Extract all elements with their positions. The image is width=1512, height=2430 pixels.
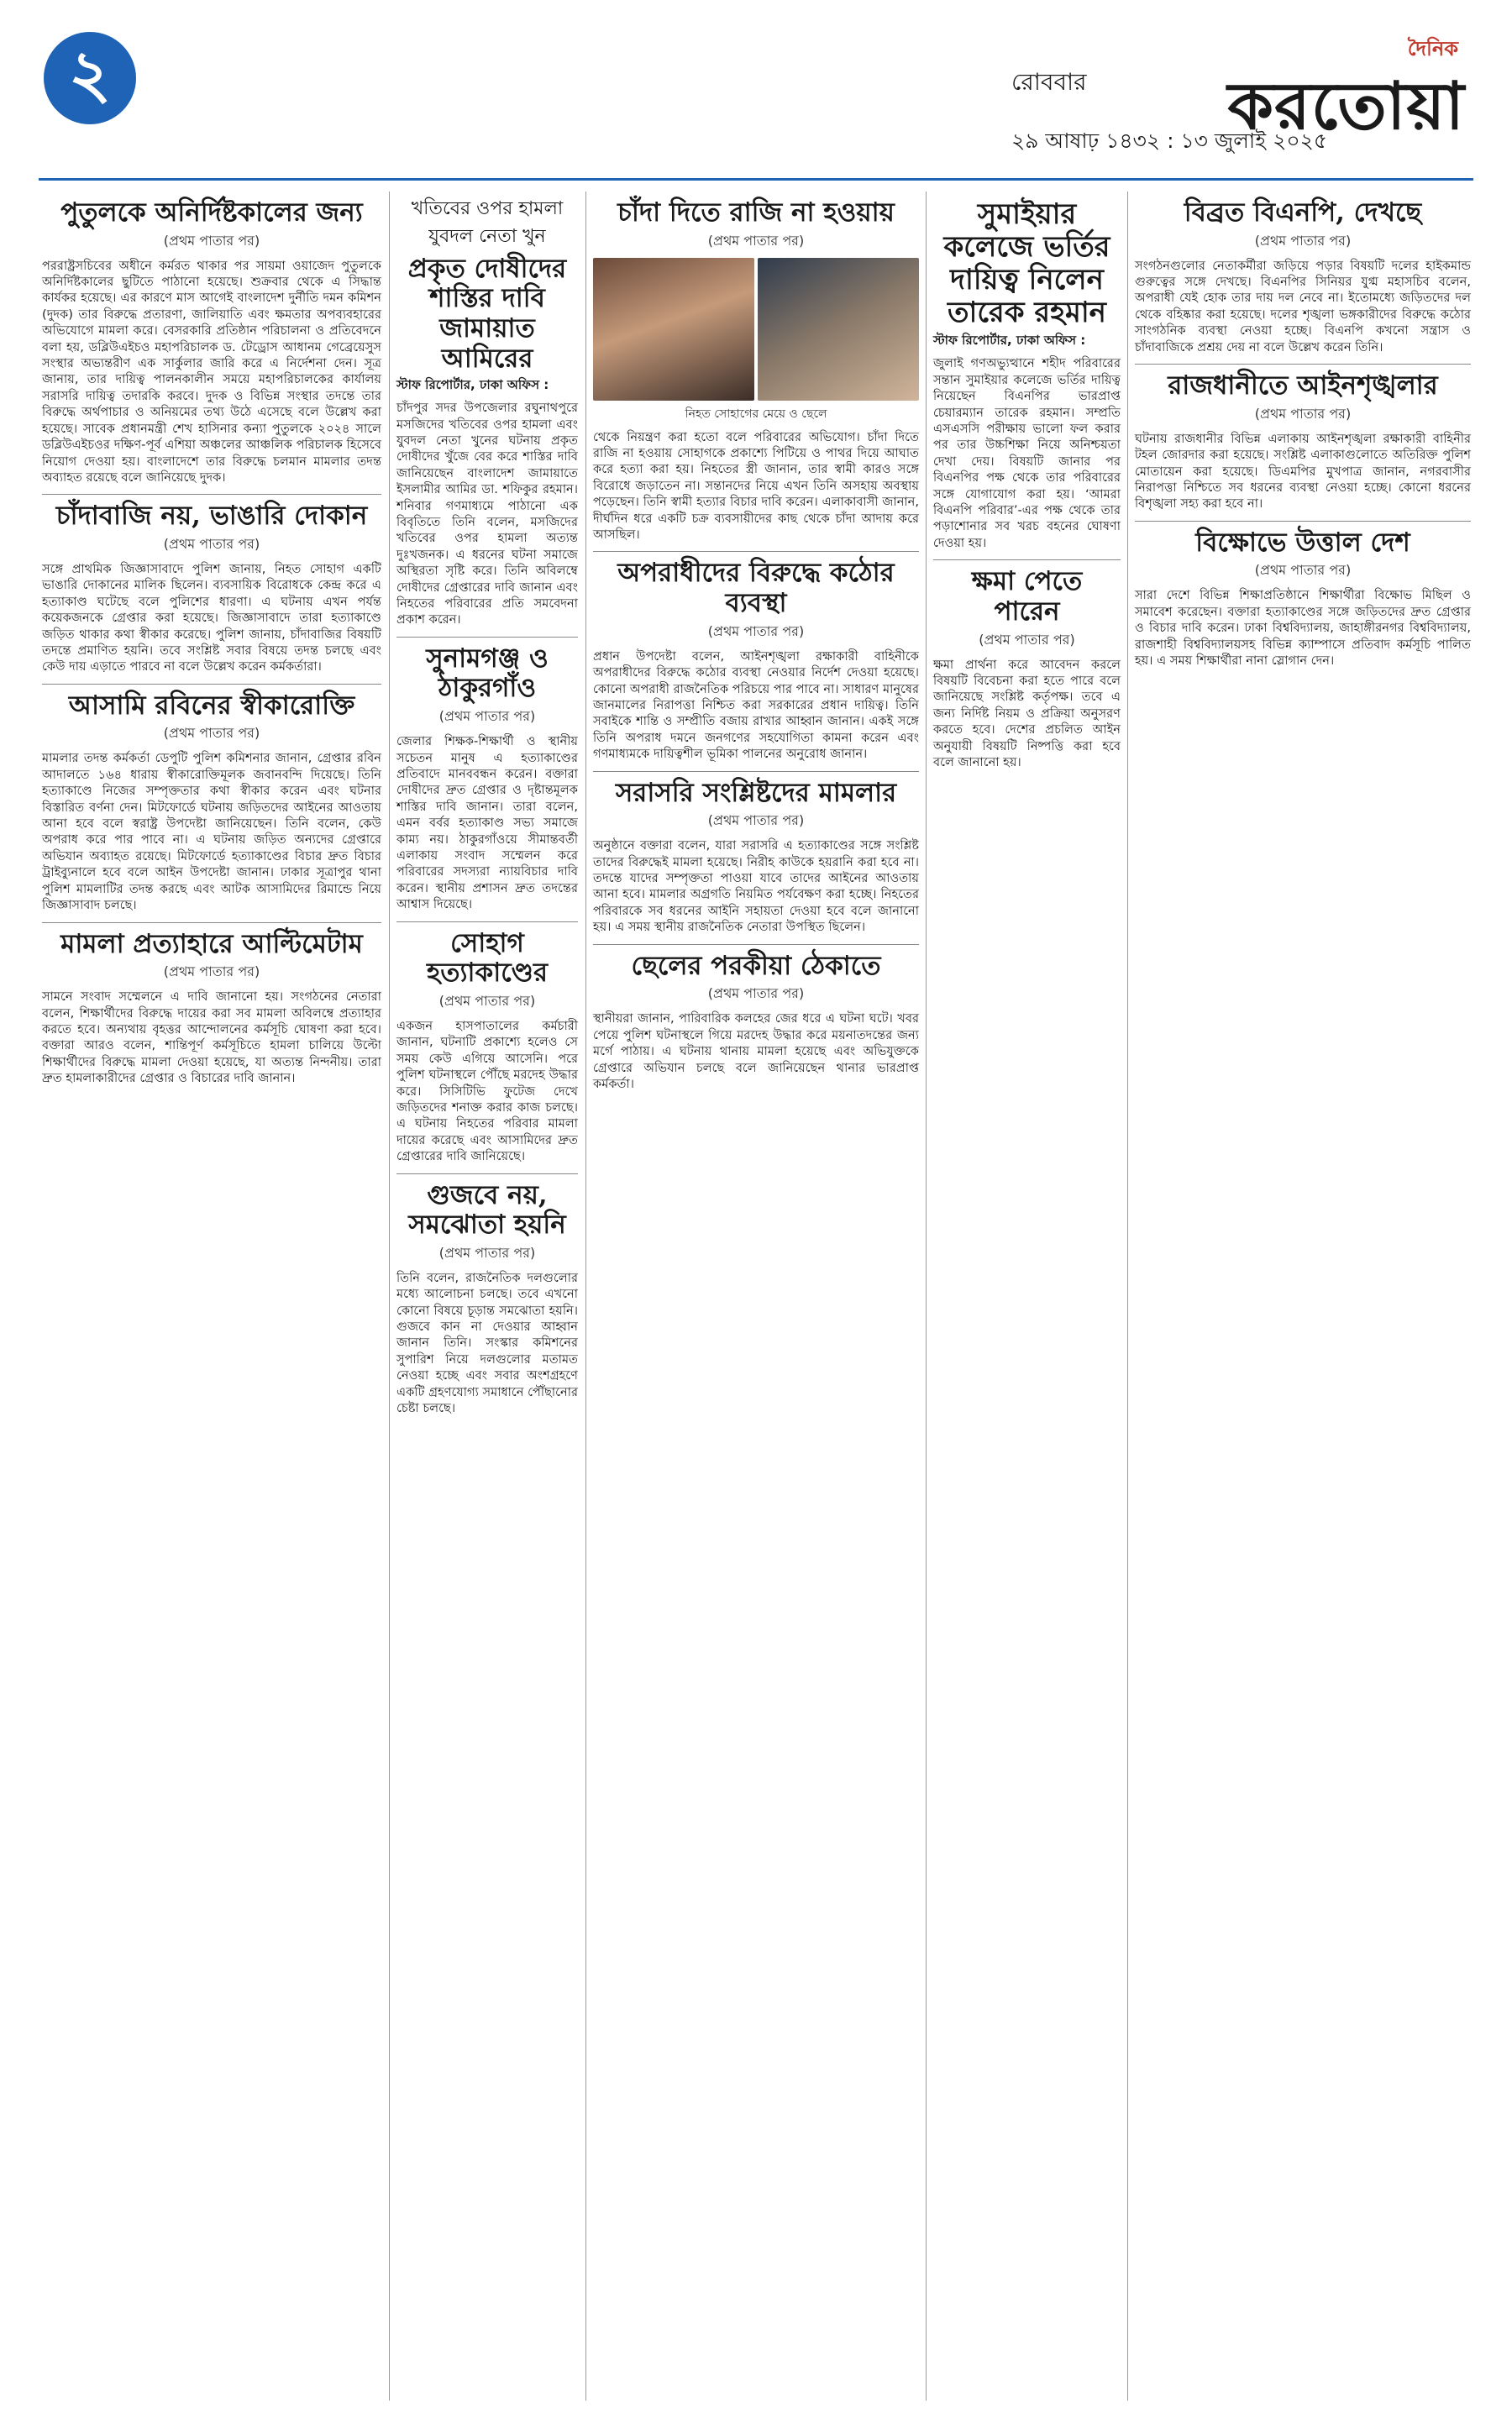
story-body: সঙ্গে প্রাথমিক জিজ্ঞাসাবাদে পুলিশ জানায়, নিহত সোহাগ একটি ভাঙারি দোকানের মালিক ছিলেন। ব্যবসায়িক বিরোধকে কেন্দ্র করে এ হত্যাকাণ্ড ঘটেছে বলে পুলিশের ধারণা। এ ঘটনায় এখন পর্যন্ত কয়েকজনকে গ্রেপ্তার করা হয়েছে। জিজ্ঞাসাবাদে তারা হত্যাকাণ্ডে জড়িত থাকার কথা স্বীকার করেছে। পুলিশ জানায়, চাঁদাবাজির বিষয়টি তদন্তে প্রমাণিত হয়নি। তবে সংশ্লিষ্ট সবার বিষয়ে তদন্ত চলছে এবং কেউ দায় এড়াতে পারবে না বলে উল্লেখ করেন কর্মকর্তারা। xyxy=(42,561,381,674)
column-1 xyxy=(42,192,381,1092)
column-5 xyxy=(1135,192,1471,674)
story-body: ক্ষমা প্রার্থনা করে আবেদন করলে বিষয়টি বিবেচনা করা হতে পারে বলে জানিয়েছে সংশ্লিষ্ট কর্তৃপক্ষ। তবে এ জন্য নির্দিষ্ট নিয়ম ও প্রক্রিয়া অনুসরণ করতে হবে। দেশের প্রচলিত আইন অনুযায়ী বিষয়টি নিষ্পত্তি করা হবে বলে জানানো হয়। xyxy=(933,657,1121,769)
continued-label: (প্রথম পাতার পর) xyxy=(163,963,260,980)
headline: ক্ষমা পেতে পারেন xyxy=(971,566,1083,627)
byline: স্টাফ রিপোর্টার, ঢাকা অফিস : xyxy=(933,333,1086,349)
news-photo xyxy=(593,258,919,401)
story-body: প্রধান উপদেষ্টা বলেন, আইনশৃঙ্খলা রক্ষাকারী বাহিনীকে অপরাধীদের বিরুদ্ধে কঠোর ব্যবস্থা নেওয়ার নির্দেশ দেওয়া হয়েছে। কোনো অপরাধী রাজনৈতিক পরিচয়ে পার পাবে না। সাধারণ মানুষের জানমালের নিরাপত্তা নিশ্চিত করা সরকারের প্রধান দায়িত্ব। তিনি সবাইকে শান্তি ও সম্প্রীতি বজায় রাখার আহ্বান জানান। একই সঙ্গে তিনি অপরাধ দমনে জনগণের সহযোগিতা কামনা করেন এবং গণমাধ্যমকে দায়িত্বশীল ভূমিকা পালনের অনুরোধ জানান। xyxy=(593,648,919,762)
page-header xyxy=(0,0,1512,189)
column-rule xyxy=(1127,192,1128,2401)
continued-label: (প্রথম পাতার পর) xyxy=(1254,405,1352,422)
continued-label: (প্রথম পাতার পর) xyxy=(163,725,260,742)
story-body: তিনি বলেন, রাজনৈতিক দলগুলোর মধ্যে আলোচনা চলছে। তবে এখনো কোনো বিষয়ে চূড়ান্ত সমঝোতা হয়নি। গুজবে কান না দেওয়ার আহ্বান জানান তিনি। সংস্কার কমিশনের সুপারিশ নিয়ে দলগুলোর মতামত নেওয়া হচ্ছে এবং সবার অংশগ্রহণে একটি গ্রহণযোগ্য সমাধানে পৌঁছানোর চেষ্টা চলছে। xyxy=(396,1270,578,1416)
masthead-logo: করতোয়া xyxy=(1227,68,1465,144)
story xyxy=(396,198,578,628)
headline: চাঁদাবাজি নয়, ভাঙারি দোকান xyxy=(55,501,368,532)
headline: অপরাধীদের বিরুদ্ধে কঠোর ব্যবস্থা xyxy=(617,558,895,619)
story xyxy=(593,952,919,1093)
kicker: যুবদল নেতা খুন xyxy=(428,226,546,248)
headline: গুজবে নয়, সমঝোতা হয়নি xyxy=(408,1179,566,1241)
story-body: জেলার শিক্ষক-শিক্ষার্থী ও স্থানীয় সচেতন মানুষ এ হত্যাকাণ্ডের প্রতিবাদে মানববন্ধন করেন। বক্তারা দোষীদের দ্রুত গ্রেপ্তার ও দৃষ্টান্তমূলক শাস্তির দাবি জানান। তারা বলেন, এমন বর্বর হত্যাকাণ্ড সভ্য সমাজে কাম্য নয়। ঠাকুরগাঁওয়ে সীমান্তবর্তী এলাকায় সংবাদ সম্মেলন করে পরিবারের সদস্যরা ন্যায়বিচার দাবি করেন। স্থানীয় প্রশাসন দ্রুত তদন্তের আশ্বাস দিয়েছে। xyxy=(396,734,578,912)
photo-caption: নিহত সোহাগের মেয়ে ও ছেলে xyxy=(685,407,827,421)
headline: সুনামগঞ্জ ও ঠাকুরগাঁও xyxy=(426,643,549,704)
story-body: জুলাই গণঅভ্যুত্থানে শহীদ পরিবারের সন্তান সুমাইয়ার কলেজে ভর্তির দায়িত্ব নিয়েছেন বিএনপির ভারপ্রাপ্ত চেয়ারম্যান তারেক রহমান। সম্প্রতি এসএসসি পরীক্ষায় ভালো ফল করার পর তার উচ্চশিক্ষা নিয়ে অনিশ্চয়তা দেখা দেয়। বিষয়টি জানার পর বিএনপির পক্ষ থেকে তার পরিবারের সঙ্গে যোগাযোগ করা হয়। ‘আমরা বিএনপি পরিবার’-এর পক্ষ থেকে তার পড়াশোনার সব খরচ বহনের ঘোষণা দেওয়া হয়। xyxy=(933,356,1121,550)
byline: স্টাফ রিপোর্টার, ঢাকা অফিস : xyxy=(396,377,549,393)
story-body: সংগঠনগুলোর নেতাকর্মীরা জড়িয়ে পড়ার বিষয়টি দলের হাইকমান্ড গুরুত্বের সঙ্গে দেখছে। বিএনপির সিনিয়র যুগ্ম মহাসচিব বলেন, অপরাধী যেই হোক তার দায় দল নেবে না। ইতোমধ্যে জড়িতদের দল থেকে বহিষ্কার করা হয়েছে। দলের শৃঙ্খলা ভঙ্গকারীদের বিরুদ্ধে কঠোর সাংগঠনিক ব্যবস্থা নেওয়া হচ্ছে। বিএনপি কখনো সন্ত্রাস ও চাঁদাবাজিকে প্রশ্রয় দেয় না বলে উল্লেখ করেন তিনি। xyxy=(1135,258,1471,354)
masthead-prefix: দৈনিক xyxy=(1407,37,1458,60)
date-label: ২৯ আষাঢ় ১৪৩২ : ১৩ জুলাই ২০২৫ xyxy=(1011,129,1328,153)
story-body: চাঁদপুর সদর উপজেলার রঘুনাথপুরে মসজিদের খতিবের ওপর হামলা এবং যুবদল নেতা খুনের ঘটনায় প্রকৃত দোষীদের খুঁজে বের করে শাস্তির দাবি জানিয়েছেন বাংলাদেশ জামায়াতে ইসলামীর আমির ডা. শফিকুর রহমান। শনিবার গণমাধ্যমে পাঠানো এক বিবৃতিতে তিনি বলেন, মসজিদের খতিবের ওপর হামলা অত্যন্ত দুঃখজনক। এ ধরনের ঘটনা সমাজে অস্থিরতা সৃষ্টি করে। তিনি অবিলম্বে দোষীদের গ্রেপ্তারের দাবি জানান এবং নিহতের পরিবারের প্রতি সমবেদনা প্রকাশ করেন। xyxy=(396,401,578,627)
headline: সোহাগ হত্যাকাণ্ডের xyxy=(427,927,548,989)
story-body: মামলার তদন্ত কর্মকর্তা ডেপুটি পুলিশ কমিশনার জানান, গ্রেপ্তার রবিন আদালতে ১৬৪ ধারায় স্বীকারোক্তিমূলক জবানবন্দি দিয়েছে। তিনি হত্যাকাণ্ডে নিজের সম্পৃক্ততার কথা স্বীকার করেন এবং ঘটনার বিস্তারিত বর্ণনা দেন। মিটফোর্ডে ঘটনায় জড়িতদের আইনের আওতায় আনা হবে বলে স্বরাষ্ট্র উপদেষ্টা জানিয়েছেন। তিনি বলেন, কেউ অপরাধ করে পার পাবে না। এ ঘটনায় জড়িত অন্যদের গ্রেপ্তারে অভিযান অব্যাহত রয়েছে। মিটফোর্ডে হত্যাকাণ্ডের বিচার দ্রুত বিচার ট্রাইব্যুনালে হবে বলে আইন উপদেষ্টা জানান। ঢাকার সূত্রাপুর থানা পুলিশ মামলাটির তদন্ত করছে এবং আটক আসামিদের রিমান্ডে নিয়ে জিজ্ঞাসাবাদ চলছে। xyxy=(42,751,381,913)
story xyxy=(933,567,1121,770)
continued-label: (প্রথম পাতার পর) xyxy=(707,985,805,1002)
divider xyxy=(42,684,381,685)
story xyxy=(593,559,919,762)
headline: পুতুলকে অনির্দিষ্টকালের জন্য xyxy=(60,197,363,228)
headline: সরাসরি সংশ্লিষ্টদের মামলার xyxy=(615,777,897,808)
headline: প্রকৃত দোষীদের শাস্তির দাবি জামায়াত আমিরের xyxy=(407,253,567,374)
continued-label: (প্রথম পাতার পর) xyxy=(707,812,805,829)
story-body: পররাষ্ট্রসচিবের অধীনে কর্মরত থাকার পর সায়মা ওয়াজেদ পুতুলকে অনির্দিষ্টকালের ছুটিতে পাঠানো হয়েছে। শুক্রবার থেকে এ সিদ্ধান্ত কার্যকর হয়েছে। এর কারণে মাস আগেই বাংলাদেশ দুর্নীতি দমন কমিশন (দুদক) তার বিরুদ্ধে প্রতারণা, জালিয়াতি এবং ক্ষমতার অপব্যবহারের অভিযোগে মামলা করে। বেসরকারি প্রতিষ্ঠান পরিচালনা ও প্রতিবেদনে বলা হয়, ডব্লিউএইচও মহাপরিচালক ড. টেড্রোস আধানম গেব্রেয়েসুস সংস্থার অভ্যন্তরীণ এক সার্কুলার জারি করে এ নির্দেশনা দেন। সূত্র জানায়, তার দায়িত্ব পালনকালীন সময়ে মহাপরিচালকের কার্যালয় সরাসরি দায়িত্ব তদারকি করবে। দুদক ও বিভিন্ন সংস্থার তদন্তে তার বিরুদ্ধে অর্থপাচার ও অনিয়মের তথ্য উঠে এসেছে বলে উল্লেখ করা হয়েছে। সাবেক প্রধানমন্ত্রী শেখ হাসিনার কন্যা পুতুলকে ২০২৪ সালে ডব্লিউএইচওর দক্ষিণ-পূর্ব এশিয়া অঞ্চলের আঞ্চলিক পরিচালক হিসেবে নিয়োগ দেওয়া হয়। বাংলাদেশে তার বিরুদ্ধে চলমান মামলার তদন্ত অব্যাহত রয়েছে বলে জানিয়েছে দুদক। xyxy=(42,258,381,485)
story xyxy=(42,198,381,485)
headline: বিব্রত বিএনপি, দেখছে xyxy=(1184,197,1422,228)
divider xyxy=(933,559,1121,560)
photo-children xyxy=(758,258,919,401)
masthead-block xyxy=(1011,34,1465,160)
continued-label: (প্রথম পাতার পর) xyxy=(1254,562,1352,579)
story-body: একজন হাসপাতালের কর্মচারী জানান, ঘটনাটি প্রকাশ্যে হলেও সে সময় কেউ এগিয়ে আসেনি। পরে পুলিশ ঘটনাস্থলে পৌঁছে মরদেহ উদ্ধার করে। সিসিটিভি ফুটেজ দেখে জড়িতদের শনাক্ত করার কাজ চলছে। এ ঘটনায় নিহতের পরিবার মামলা দায়ের করেছে এবং আসামিদের দ্রুত গ্রেপ্তারের দাবি জানিয়েছে। xyxy=(396,1018,578,1164)
column-rule xyxy=(926,192,927,2401)
headline: ছেলের পরকীয়া ঠেকাতে xyxy=(631,950,881,981)
divider xyxy=(593,551,919,552)
story xyxy=(396,1181,578,1417)
continued-label: (প্রথম পাতার পর) xyxy=(163,535,260,552)
headline: চাঁদা দিতে রাজি না হওয়ায় xyxy=(617,197,895,228)
divider xyxy=(593,771,919,772)
story-body: স্থানীয়রা জানান, পারিবারিক কলহের জের ধরে এ ঘটনা ঘটে। খবর পেয়ে পুলিশ ঘটনাস্থলে গিয়ে মরদেহ উদ্ধার করে ময়নাতদন্তের জন্য মর্গে পাঠায়। এ ঘটনায় থানায় মামলা হয়েছে এবং অভিযুক্তকে গ্রেপ্তারে অভিযান চলছে বলে জানিয়েছেন থানার ভারপ্রাপ্ত কর্মকর্তা। xyxy=(593,1011,919,1091)
kicker: খতিবের ওপর হামলা xyxy=(411,198,564,219)
headline: আসামি রবিনের স্বীকারোক্তি xyxy=(68,690,355,721)
divider xyxy=(42,494,381,495)
story-body: থেকে নিয়ন্ত্রণ করা হতো বলে পরিবারের অভিযোগ। চাঁদা দিতে রাজি না হওয়ায় সোহাগকে প্রকাশ্যে পিটিয়ে ও পাথর দিয়ে আঘাত করে হত্যা করা হয়। নিহতের স্ত্রী জানান, তার স্বামী কারও সঙ্গে বিরোধে জড়াতেন না। সন্তানদের নিয়ে এখন তিনি অসহায় অবস্থায় পড়েছেন। তিনি স্বামী হত্যার বিচার দাবি করেন। এলাকাবাসী জানান, দীর্ঘদিন ধরে একটি চক্র ব্যবসায়ীদের কাছ থেকে চাঁদা আদায় করে আসছিল। xyxy=(593,429,919,543)
continued-label: (প্রথম পাতার পর) xyxy=(438,708,536,725)
story xyxy=(42,501,381,674)
headline: সুমাইয়ার কলেজে ভর্তির দায়িত্ব নিলেন তারেক রহমান xyxy=(943,197,1110,330)
story xyxy=(396,644,578,913)
story-body: সারা দেশে বিভিন্ন শিক্ষাপ্রতিষ্ঠানে শিক্ষার্থীরা বিক্ষোভ মিছিল ও সমাবেশ করেছেন। বক্তারা হত্যাকাণ্ডের সঙ্গে জড়িতদের দ্রুত গ্রেপ্তার ও বিচার দাবি করেন। ঢাকা বিশ্ববিদ্যালয়, জাহাঙ্গীরনগর বিশ্ববিদ্যালয়, রাজশাহী বিশ্ববিদ্যালয়সহ বিভিন্ন ক্যাম্পাসে প্রতিবাদ কর্মসূচি পালিত হয়। এ সময় শিক্ষার্থীরা নানা স্লোগান দেন। xyxy=(1135,588,1471,669)
continued-label: (প্রথম পাতার পর) xyxy=(163,232,260,249)
continued-label: (প্রথম পাতার পর) xyxy=(438,992,536,1009)
continued-label: (প্রথম পাতার পর) xyxy=(979,631,1075,648)
divider xyxy=(396,1173,578,1174)
story xyxy=(396,929,578,1165)
column-rule xyxy=(389,192,390,2401)
divider xyxy=(1135,364,1471,365)
divider xyxy=(396,637,578,638)
divider xyxy=(1135,521,1471,522)
column-2 xyxy=(396,192,578,1421)
column-rule xyxy=(585,192,586,2401)
continued-label: (প্রথম পাতার পর) xyxy=(1254,232,1352,249)
story xyxy=(593,779,919,936)
story-body: অনুষ্ঠানে বক্তারা বলেন, যারা সরাসরি এ হত্যাকাণ্ডের সঙ্গে সংশ্লিষ্ট তাদের বিরুদ্ধেই মামলা হয়েছে। নিরীহ কাউকে হয়রানি করা হবে না। তদন্তে যাদের সম্পৃক্ততা পাওয়া যাবে তাদের আইনের আওতায় আনা হবে। মামলার অগ্রগতি নিয়মিত পর্যবেক্ষণ করা হচ্ছে। নিহতের পরিবারকে সব ধরনের আইনি সহায়তা দেওয়া হবে বলে জানানো হয়। এ সময় স্থানীয় রাজনৈতিক নেতারা উপস্থিত ছিলেন। xyxy=(593,838,919,935)
photo-person xyxy=(593,258,754,401)
divider xyxy=(396,921,578,922)
continued-label: (প্রথম পাতার পর) xyxy=(438,1244,536,1261)
page-number-badge: ২ xyxy=(44,32,136,124)
story-body: ঘটনায় রাজধানীর বিভিন্ন এলাকায় আইনশৃঙ্খলা রক্ষাকারী বাহিনীর টহল জোরদার করা হয়েছে। সংশ্লিষ্ট এলাকাগুলোতে অতিরিক্ত পুলিশ মোতায়েন করা হয়েছে। ডিএমপির মুখপাত্র জানান, নগরবাসীর নিরাপত্তা নিশ্চিতে সব ধরনের ব্যবস্থা নেওয়া হচ্ছে। কোনো ধরনের বিশৃঙ্খলা সহ্য করা হবে না। xyxy=(1135,431,1471,512)
story xyxy=(933,198,1121,551)
headline: রাজধানীতে আইনশৃঙ্খলার xyxy=(1168,370,1438,402)
day-label: রোববার xyxy=(1011,68,1087,96)
divider xyxy=(593,944,919,945)
story xyxy=(1135,371,1471,512)
story xyxy=(42,930,381,1087)
headline: মামলা প্রত্যাহারে আল্টিমেটাম xyxy=(60,928,363,959)
column-4 xyxy=(933,192,1121,775)
header-rule xyxy=(39,178,1473,181)
story xyxy=(1135,528,1471,669)
story xyxy=(1135,198,1471,355)
story xyxy=(42,691,381,914)
divider xyxy=(42,922,381,923)
story-body: সামনে সংবাদ সম্মেলনে এ দাবি জানানো হয়। সংগঠনের নেতারা বলেন, শিক্ষার্থীদের বিরুদ্ধে দায়ের করা সব মামলা অবিলম্বে প্রত্যাহার করতে হবে। অন্যথায় বৃহত্তর আন্দোলনের কর্মসূচি ঘোষণা করা হবে। বক্তারা আরও বলেন, শান্তিপূর্ণ কর্মসূচিতে হামলা চালিয়ে উল্টো শিক্ষার্থীদের বিরুদ্ধে মামলা দেওয়া হয়েছে, যা অত্যন্ত নিন্দনীয়। তারা দ্রুত হামলাকারীদের গ্রেপ্তার ও বিচারের দাবি জানান। xyxy=(42,989,381,1086)
continued-label: (প্রথম পাতার পর) xyxy=(707,622,805,639)
story xyxy=(593,198,919,543)
column-3 xyxy=(593,192,919,1097)
continued-label: (প্রথম পাতার পর) xyxy=(707,232,805,249)
headline: বিক্ষোভে উত্তাল দেশ xyxy=(1195,527,1410,558)
